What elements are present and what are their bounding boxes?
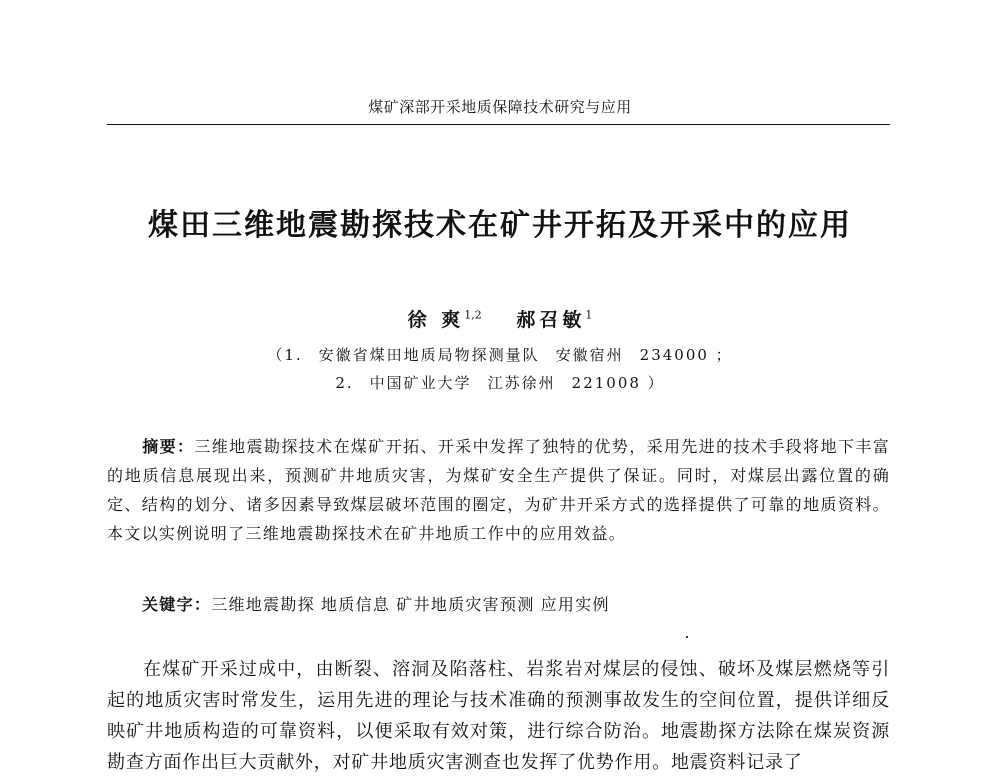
scan-speck [686,636,688,638]
author-2 [516,309,592,331]
affiliation-2-prefix: 2. [335,374,354,392]
header-rule [107,124,890,125]
affiliation-1-zip: 234000 ； [639,346,733,364]
authors-line [0,305,1000,332]
abstract [107,432,890,548]
article-title: 煤田三维地震勘探技术在矿井开拓及开采中的应用 [148,208,852,243]
abstract-text: 三维地震勘探技术在煤矿开拓、开采中发挥了独特的优势，采用先进的技术手段将地下丰富的地质信息展现出来，预测矿井地质灾害，为煤矿安全生产提供了保证。同时，对煤层出露位置的确定、结构的划分、诸多因素导致煤层破坏范围的圈定，为矿井开采方式的选择提供了可靠的地质资料。本文以实例说明了三维地震勘探技术在矿井地质工作中的应用效益。 [107,437,890,543]
body-paragraph-1: 在煤矿开采过成中，由断裂、溶洞及陷落柱、岩浆岩对煤层的侵蚀、破坏及煤层燃烧等引起的地质灾害时常发生，运用先进的理论与技术准确的预测事故发生的空间位置，提供详细反映矿井地质构造的可靠资料，以便采取有效对策，进行综合防治。地震勘探方法除在煤炭资源勘查方面作出巨大贡献外，对矿井地质灾害测查也发挥了优势作用。地震资料记录了 [107,659,890,773]
affiliation-2 [0,372,1000,393]
affiliation-1-org: 安徽省煤田地质局物探测量队 [318,346,540,364]
author-2-name: 郝召敏 [516,309,586,331]
author-1-name: 徐 爽 [407,309,465,331]
running-header: 煤矿深部开采地质保障技术研究与应用 [368,98,632,116]
affiliation-2-city: 江苏徐州 [487,374,556,392]
affiliation-1-city: 安徽宿州 [555,346,624,364]
keywords-label: 关键字： [142,595,212,614]
keyword-4: 应用实例 [540,595,610,614]
keyword-3: 矿井地质灾害预测 [396,595,535,614]
affiliation-2-org: 中国矿业大学 [369,374,472,392]
author-1 [408,309,482,331]
author-2-affil-marks: 1 [585,308,593,322]
keywords [142,592,890,615]
affiliation-1-prefix: （1. [267,346,303,364]
keyword-2: 地质信息 [321,595,391,614]
author-1-affil-marks: 1,2 [464,308,482,322]
abstract-label: 摘要： [142,437,195,456]
affiliation-2-zip: 221008 ） [571,374,665,392]
affiliation-1 [0,344,1000,365]
keyword-1: 三维地震勘探 [211,595,316,614]
